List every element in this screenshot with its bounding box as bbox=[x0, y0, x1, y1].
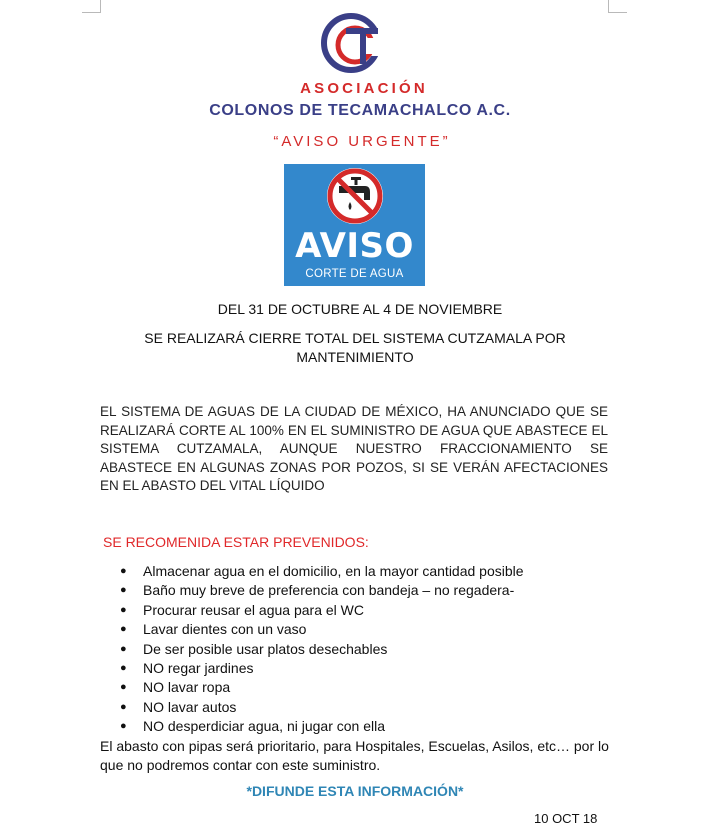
list-item-text: De ser posible usar platos desechables bbox=[143, 640, 388, 657]
list-item-text: NO desperdiciar agua, ni jugar con ella bbox=[143, 718, 386, 735]
association-label: ASOCIACIÓN bbox=[300, 80, 428, 97]
badge-subtitle: CORTE DE AGUA bbox=[305, 268, 404, 280]
notice-date: 10 OCT 18 bbox=[534, 811, 598, 826]
bullet-icon: ● bbox=[120, 623, 127, 636]
no-water-faucet-icon bbox=[325, 166, 385, 226]
share-call: *DIFUNDE ESTA INFORMACIÓN* bbox=[246, 783, 464, 799]
list-item-text: NO regar jardines bbox=[143, 659, 254, 676]
list-item bbox=[0, 562, 524, 581]
bullet-icon: ● bbox=[120, 661, 127, 674]
list-item-text: NO lavar ropa bbox=[143, 679, 231, 696]
bullet-icon: ● bbox=[120, 565, 127, 577]
list-item bbox=[0, 620, 524, 639]
bullet-icon: ● bbox=[120, 700, 127, 713]
water-cut-badge bbox=[284, 164, 425, 286]
recommendations-heading: SE RECOMENIDA ESTAR PREVENIDOS: bbox=[103, 534, 369, 550]
list-item bbox=[0, 601, 524, 620]
list-item-text: Baño muy breve de preferencia con bandeja – no regadera- bbox=[143, 582, 515, 599]
organization-name: COLONOS DE TECAMACHALCO A.C. bbox=[209, 102, 511, 119]
page-corner-mark-right bbox=[608, 0, 627, 13]
list-item bbox=[0, 659, 524, 678]
bullet-icon: ● bbox=[120, 681, 127, 694]
cat-logo-icon bbox=[320, 10, 386, 76]
list-item bbox=[0, 698, 524, 717]
list-item bbox=[0, 640, 524, 659]
page-corner-mark-left bbox=[82, 0, 101, 13]
list-item bbox=[0, 581, 524, 600]
closure-statement: SE REALIZARÁ CIERRE TOTAL DEL SISTEMA CUTZAMALA POR MANTENIMIENTO bbox=[144, 330, 566, 365]
bullet-icon: ● bbox=[120, 720, 127, 733]
bullet-icon: ● bbox=[120, 642, 127, 655]
water-truck-note: El abasto con pipas será prioritario, para Hospitales, Escuelas, Asilos, etc… por lo que no podremos contar con este suministro. bbox=[100, 738, 609, 773]
list-item-text: Procurar reusar el agua para el WC bbox=[143, 601, 364, 618]
list-item bbox=[0, 717, 524, 736]
recommendations-list bbox=[0, 562, 524, 737]
list-item-text: Almacenar agua en el domicilio, en la mayor cantidad posible bbox=[143, 563, 524, 579]
urgent-notice-label: “AVISO URGENTE” bbox=[273, 133, 451, 150]
list-item bbox=[0, 678, 524, 697]
outage-dates: DEL 31 DE OCTUBRE AL 4 DE NOVIEMBRE bbox=[217, 301, 503, 317]
list-item-text: NO lavar autos bbox=[143, 698, 237, 715]
badge-title: AVISO bbox=[295, 226, 414, 266]
bullet-icon: ● bbox=[120, 603, 127, 616]
list-item-text: Lavar dientes con un vaso bbox=[143, 621, 307, 638]
bullet-icon: ● bbox=[120, 584, 127, 597]
announcement-paragraph: EL SISTEMA DE AGUAS DE LA CIUDAD DE MÉXICO, HA ANUNCIADO QUE SE REALIZARÁ CORTE AL 100% EN EL SUMINISTRO DE AGUA QUE ABASTECE EL SISTEMA CUTZAMALA, AUNQUE NUESTRO FRACCIONAMIENTO SE ABASTECE EN ALGUNAS ZONAS POR POZOS, SI SE VERÁN AFECTACIONES EN EL ABASTO DEL VITAL LÍQUIDO bbox=[100, 404, 608, 493]
